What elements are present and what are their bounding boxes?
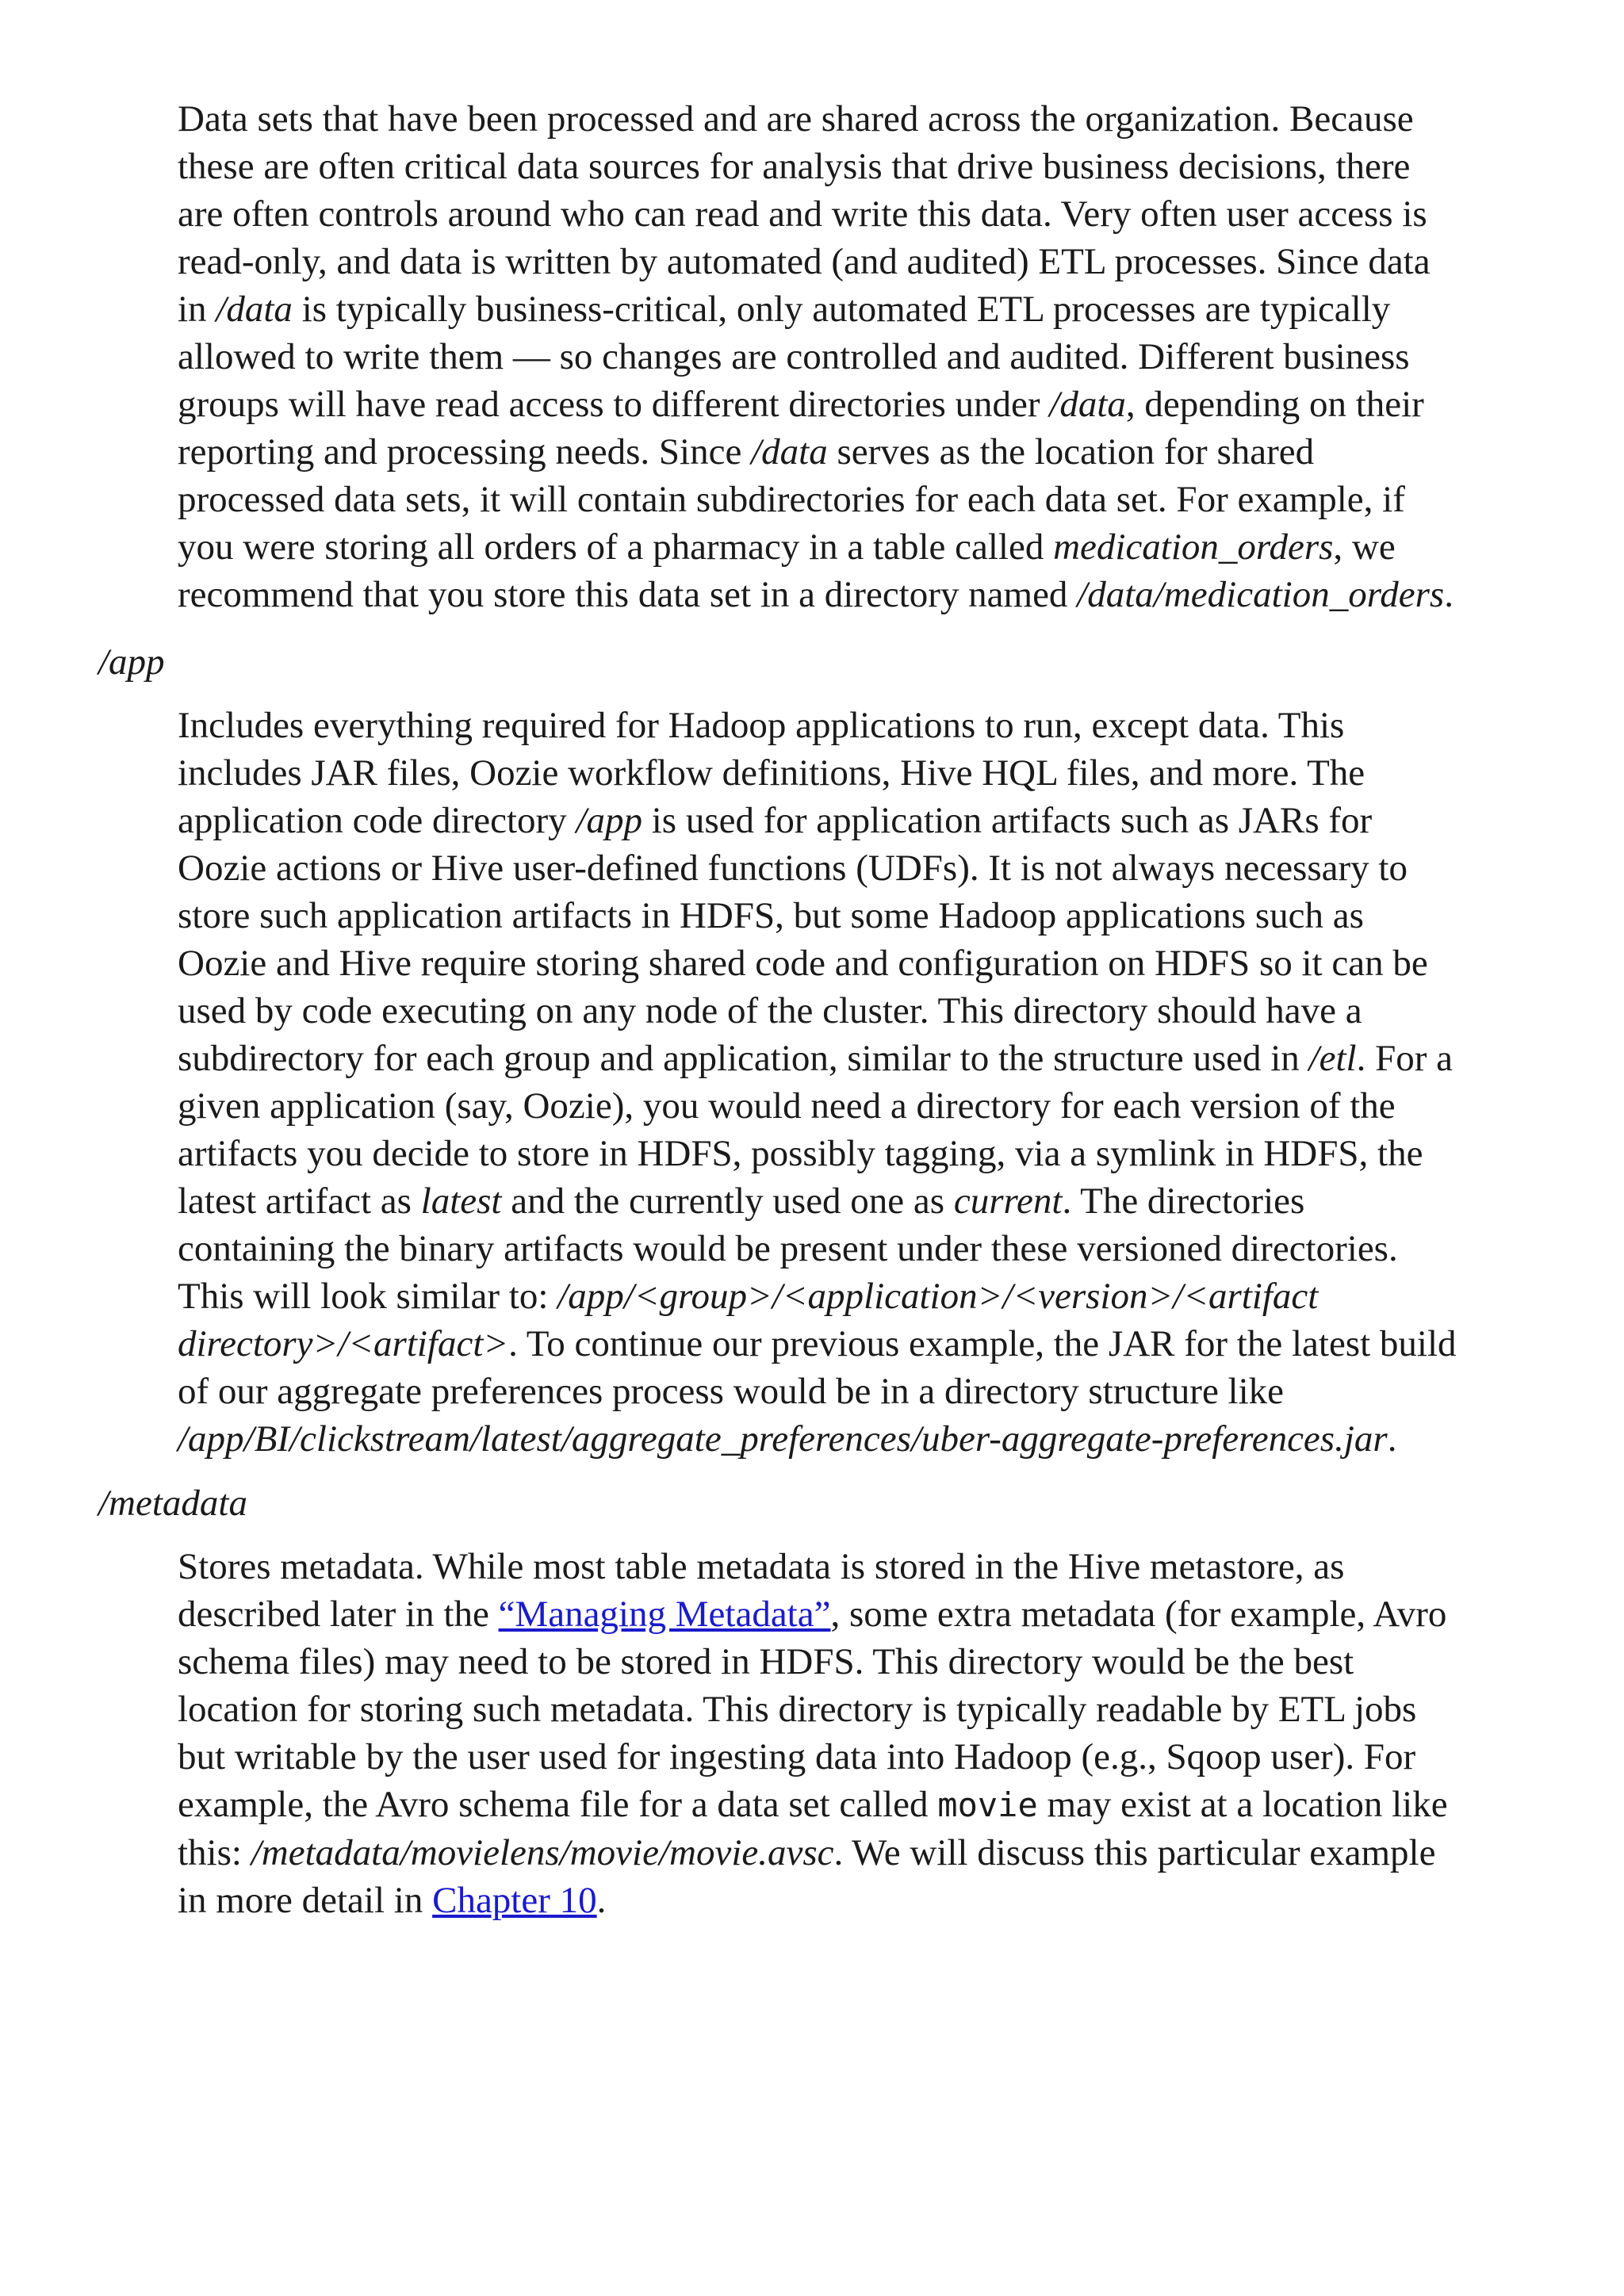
text-line: groups will have read access to different directories under /data, depending on their [178, 384, 1424, 425]
metadata-term-heading: /metadata [98, 1483, 247, 1524]
managing-metadata-link[interactable]: “Managing Metadata” [498, 1594, 831, 1635]
text-line: but writable by the user used for ingesting data into Hadoop (e.g., Sqoop user). For [178, 1736, 1416, 1777]
path-template: /app/<group>/<application>/<version>/<artifact [557, 1276, 1319, 1317]
text-line: Stores metadata. While most table metadata is stored in the Hive metastore, as [178, 1546, 1345, 1587]
text-line: allowed to write them — so changes are controlled and audited. Different business [178, 336, 1410, 377]
text-line: used by code executing on any node of the cluster. This directory should have a [178, 990, 1362, 1031]
text-line: of our aggregate preferences process would be in a directory structure like [178, 1371, 1285, 1412]
path-template: directory>/<artifact> [178, 1323, 509, 1364]
text-line: containing the binary artifacts would be present under these versioned directories. [178, 1228, 1398, 1269]
chapter-10-link[interactable]: Chapter 10 [432, 1880, 597, 1921]
text-line: Oozie actions or Hive user-defined functions (UDFs). It is not always necessary to [178, 848, 1408, 889]
text-line: recommend that you store this data set in a directory named /data/medication_orders. [178, 574, 1454, 615]
tag-current: current [953, 1181, 1063, 1222]
path-avsc: /metadata/movielens/movie/movie.avsc [251, 1832, 834, 1873]
text-line: reporting and processing needs. Since /data serves as the location for shared [178, 431, 1315, 473]
path-etl: /etl [1308, 1038, 1357, 1079]
text-line: Oozie and Hive require storing shared code and configuration on HDFS so it can be [178, 943, 1428, 984]
path-data: /data [216, 289, 293, 330]
text-line: location for storing such metadata. This directory is typically readable by ETL jobs [178, 1689, 1417, 1730]
path-data: /data [1049, 384, 1126, 425]
text-line: given application (say, Oozie), you would need a directory for each version of the [178, 1085, 1396, 1127]
text-line: schema files) may need to be stored in HDFS. This directory would be the best [178, 1641, 1354, 1682]
text-line: are often controls around who can read and write this data. Very often user access is [178, 193, 1427, 235]
text-line: Includes everything required for Hadoop applications to run, except data. This [178, 705, 1345, 746]
text-line: Data sets that have been processed and are shared across the organization. Because [178, 98, 1414, 140]
text-line: directory>/<artifact>. To continue our previous example, the JAR for the latest build [178, 1323, 1457, 1364]
path-medication-orders: /data/medication_orders [1077, 574, 1445, 615]
tag-latest: latest [420, 1181, 502, 1222]
table-name: medication_orders [1053, 526, 1334, 568]
text-line: includes JAR files, Oozie workflow definitions, Hive HQL files, and more. The [178, 752, 1365, 794]
text-line: processed data sets, it will contain subdirectories for each data set. For example, if [178, 479, 1405, 520]
app-directory-description [178, 702, 1542, 1463]
text-line: subdirectory for each group and application, similar to the structure used in /etl. For a [178, 1038, 1453, 1079]
text-line: application code directory /app is used for application artifacts such as JARs for [178, 800, 1373, 841]
text-line: This will look similar to: /app/<group>/<application>/<version>/<artifact [178, 1276, 1319, 1317]
text-line: store such application artifacts in HDFS, but some Hadoop applications such as [178, 895, 1364, 936]
metadata-directory-description [178, 1543, 1542, 1924]
data-directory-description [178, 95, 1542, 618]
code-movie: movie [937, 1785, 1038, 1824]
text-line: artifacts you decide to store in HDFS, possibly tagging, via a symlink in HDFS, the [178, 1133, 1423, 1174]
text-line: these are often critical data sources for analysis that drive business decisions, there [178, 146, 1411, 187]
text-line: example, the Avro schema file for a data set called movie may exist at a location like [178, 1784, 1448, 1825]
text-line: /app/BI/clickstream/latest/aggregate_preferences/uber-aggregate-preferences.jar. [178, 1418, 1397, 1460]
text-line: this: /metadata/movielens/movie/movie.avsc. We will discuss this particular example [178, 1832, 1436, 1873]
text-line: in /data is typically business-critical, only automated ETL processes are typically [178, 289, 1391, 330]
text-line: described later in the “Managing Metadata”, some extra metadata (for example, Avro [178, 1594, 1447, 1635]
path-app: /app [576, 800, 642, 841]
text-line: latest artifact as latest and the currently used one as current. The directories [178, 1181, 1305, 1222]
app-term-heading: /app [98, 641, 165, 683]
text-line: you were storing all orders of a pharmacy in a table called medication_orders, we [178, 526, 1396, 568]
text-line: read-only, and data is written by automated (and audited) ETL processes. Since data [178, 241, 1431, 282]
text-line: in more detail in Chapter 10. [178, 1880, 607, 1921]
path-jar: /app/BI/clickstream/latest/aggregate_preferences/uber-aggregate-preferences.jar [178, 1418, 1388, 1460]
path-data: /data [751, 431, 828, 473]
